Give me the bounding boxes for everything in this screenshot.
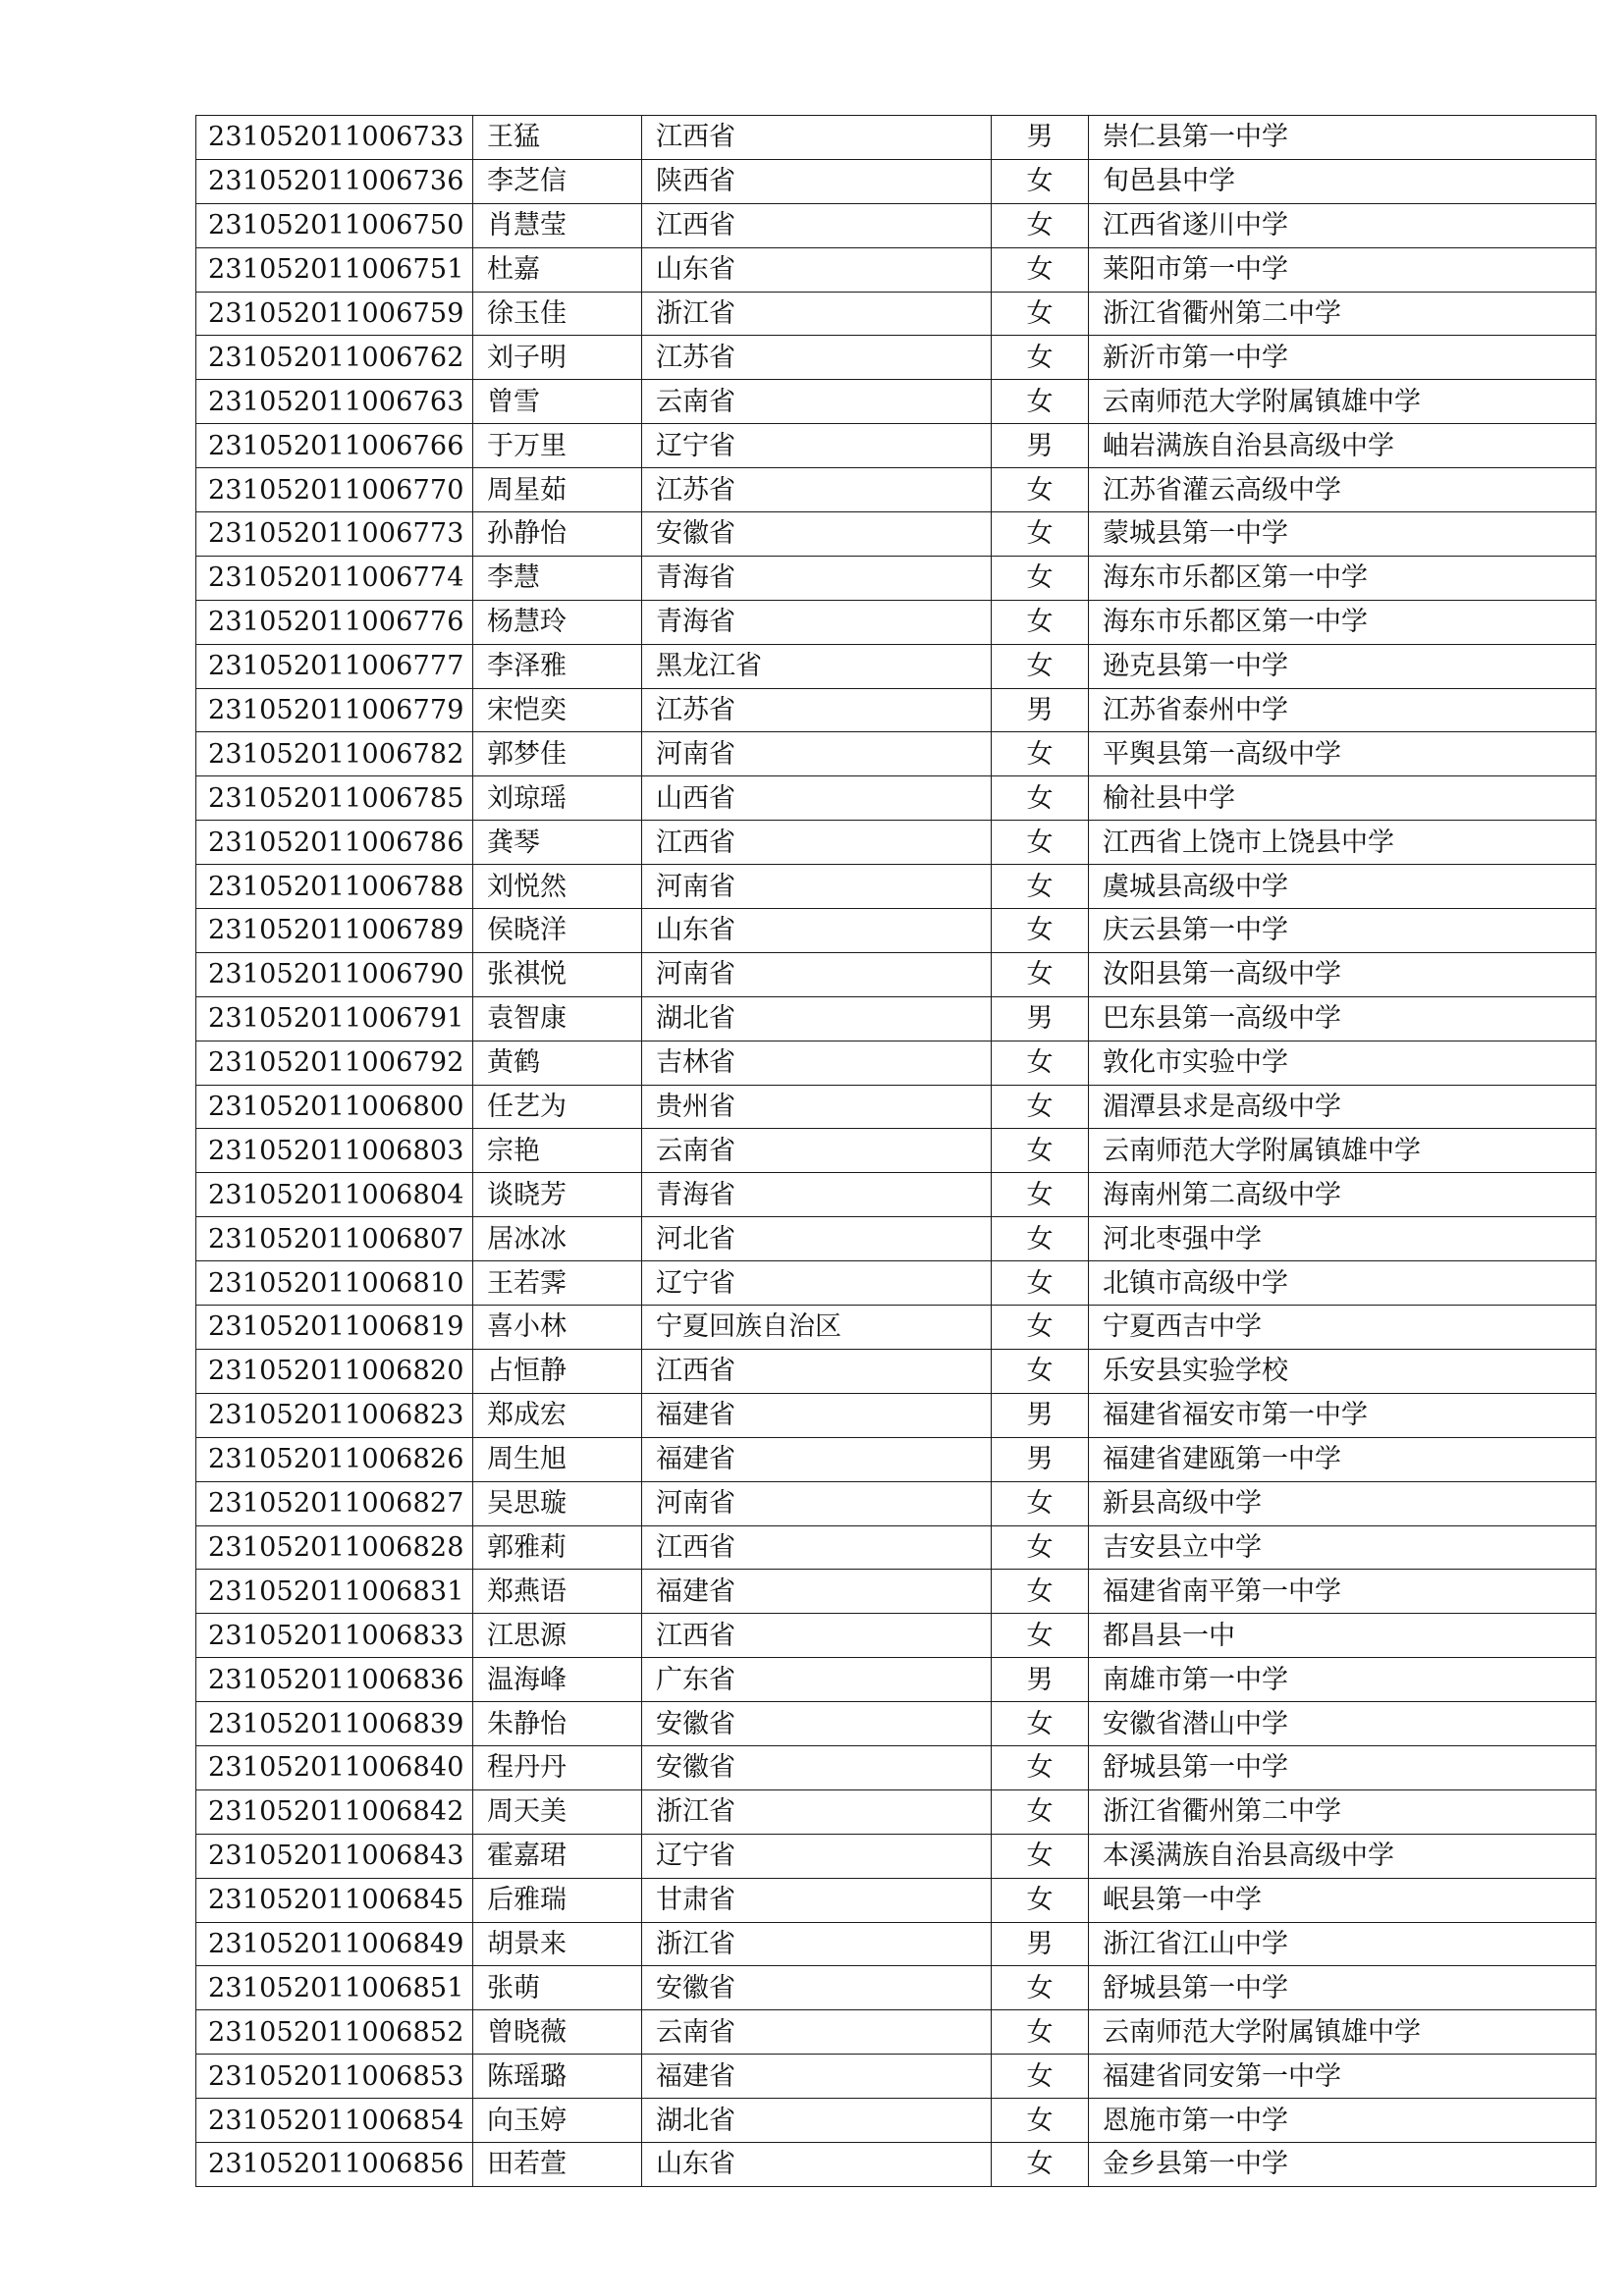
province-cell: 江西省	[642, 1525, 992, 1570]
gender-cell: 女	[992, 1966, 1089, 2010]
name-cell: 郑成宏	[473, 1393, 642, 1437]
candidate-id-cell: 231052011006840	[196, 1745, 473, 1789]
school-cell: 莱阳市第一中学	[1089, 247, 1597, 292]
gender-cell: 女	[992, 1878, 1089, 1922]
candidate-id-cell: 231052011006785	[196, 776, 473, 821]
candidate-id-cell: 231052011006852	[196, 2010, 473, 2055]
school-cell: 恩施市第一中学	[1089, 2099, 1597, 2143]
gender-cell: 女	[992, 2142, 1089, 2186]
gender-cell: 女	[992, 1702, 1089, 1746]
name-cell: 王猛	[473, 116, 642, 160]
candidate-id-cell: 231052011006762	[196, 336, 473, 380]
candidate-id-cell: 231052011006776	[196, 600, 473, 644]
school-cell: 浙江省江山中学	[1089, 1922, 1597, 1966]
name-cell: 袁智康	[473, 996, 642, 1041]
province-cell: 福建省	[642, 2055, 992, 2099]
name-cell: 周生旭	[473, 1437, 642, 1481]
candidate-id-cell: 231052011006800	[196, 1085, 473, 1129]
province-cell: 云南省	[642, 2010, 992, 2055]
gender-cell: 女	[992, 952, 1089, 996]
school-cell: 舒城县第一中学	[1089, 1745, 1597, 1789]
name-cell: 占恒静	[473, 1349, 642, 1393]
name-cell: 李慧	[473, 556, 642, 600]
gender-cell: 女	[992, 644, 1089, 688]
gender-cell: 男	[992, 1393, 1089, 1437]
province-cell: 安徽省	[642, 512, 992, 557]
province-cell: 贵州省	[642, 1085, 992, 1129]
gender-cell: 男	[992, 688, 1089, 732]
gender-cell: 女	[992, 556, 1089, 600]
table-row	[196, 1745, 1597, 1789]
school-cell: 湄潭县求是高级中学	[1089, 1085, 1597, 1129]
gender-cell: 男	[992, 1922, 1089, 1966]
school-cell: 云南师范大学附属镇雄中学	[1089, 2010, 1597, 2055]
school-cell: 北镇市高级中学	[1089, 1261, 1597, 1306]
name-cell: 宋恺奕	[473, 688, 642, 732]
name-cell: 曾雪	[473, 380, 642, 424]
name-cell: 吴思璇	[473, 1481, 642, 1525]
province-cell: 青海省	[642, 1173, 992, 1217]
province-cell: 山东省	[642, 909, 992, 953]
name-cell: 喜小林	[473, 1306, 642, 1350]
table-row	[196, 1966, 1597, 2010]
candidate-id-cell: 231052011006849	[196, 1922, 473, 1966]
school-cell: 新沂市第一中学	[1089, 336, 1597, 380]
name-cell: 刘悦然	[473, 865, 642, 909]
table-row	[196, 1614, 1597, 1658]
gender-cell: 女	[992, 1306, 1089, 1350]
province-cell: 青海省	[642, 600, 992, 644]
gender-cell: 女	[992, 600, 1089, 644]
school-cell: 逊克县第一中学	[1089, 644, 1597, 688]
table-row	[196, 1173, 1597, 1217]
candidate-id-cell: 231052011006791	[196, 996, 473, 1041]
school-cell: 江西省上饶市上饶县中学	[1089, 821, 1597, 865]
table-row	[196, 821, 1597, 865]
gender-cell: 男	[992, 116, 1089, 160]
province-cell: 湖北省	[642, 2099, 992, 2143]
candidate-id-cell: 231052011006843	[196, 1834, 473, 1878]
candidate-id-cell: 231052011006790	[196, 952, 473, 996]
candidate-id-cell: 231052011006856	[196, 2142, 473, 2186]
candidate-id-cell: 231052011006777	[196, 644, 473, 688]
province-cell: 云南省	[642, 380, 992, 424]
table-row	[196, 424, 1597, 468]
name-cell: 宗艳	[473, 1129, 642, 1173]
province-cell: 辽宁省	[642, 1834, 992, 1878]
candidate-id-cell: 231052011006807	[196, 1217, 473, 1261]
table-row	[196, 380, 1597, 424]
province-cell: 江苏省	[642, 468, 992, 512]
gender-cell: 女	[992, 512, 1089, 557]
school-cell: 平舆县第一高级中学	[1089, 732, 1597, 776]
school-cell: 宁夏西吉中学	[1089, 1306, 1597, 1350]
name-cell: 向玉婷	[473, 2099, 642, 2143]
province-cell: 云南省	[642, 1129, 992, 1173]
gender-cell: 女	[992, 1789, 1089, 1834]
gender-cell: 女	[992, 1834, 1089, 1878]
candidate-id-cell: 231052011006831	[196, 1570, 473, 1614]
province-cell: 河南省	[642, 865, 992, 909]
province-cell: 江西省	[642, 203, 992, 247]
province-cell: 安徽省	[642, 1966, 992, 2010]
candidate-id-cell: 231052011006826	[196, 1437, 473, 1481]
gender-cell: 女	[992, 1481, 1089, 1525]
province-cell: 福建省	[642, 1437, 992, 1481]
table-row	[196, 952, 1597, 996]
candidate-id-cell: 231052011006751	[196, 247, 473, 292]
table-row	[196, 1525, 1597, 1570]
province-cell: 广东省	[642, 1658, 992, 1702]
school-cell: 福建省南平第一中学	[1089, 1570, 1597, 1614]
gender-cell: 女	[992, 1261, 1089, 1306]
school-cell: 金乡县第一中学	[1089, 2142, 1597, 2186]
candidate-id-cell: 231052011006733	[196, 116, 473, 160]
school-cell: 安徽省潜山中学	[1089, 1702, 1597, 1746]
name-cell: 黄鹤	[473, 1041, 642, 1085]
school-cell: 福建省建瓯第一中学	[1089, 1437, 1597, 1481]
name-cell: 郭梦佳	[473, 732, 642, 776]
candidate-id-cell: 231052011006759	[196, 292, 473, 336]
name-cell: 后雅瑞	[473, 1878, 642, 1922]
candidate-id-cell: 231052011006842	[196, 1789, 473, 1834]
school-cell: 吉安县立中学	[1089, 1525, 1597, 1570]
candidate-id-cell: 231052011006774	[196, 556, 473, 600]
province-cell: 浙江省	[642, 292, 992, 336]
gender-cell: 女	[992, 1570, 1089, 1614]
gender-cell: 女	[992, 2055, 1089, 2099]
school-cell: 浙江省衢州第二中学	[1089, 292, 1597, 336]
province-cell: 辽宁省	[642, 1261, 992, 1306]
name-cell: 杜嘉	[473, 247, 642, 292]
candidate-id-cell: 231052011006789	[196, 909, 473, 953]
table-row	[196, 336, 1597, 380]
name-cell: 龚琴	[473, 821, 642, 865]
province-cell: 浙江省	[642, 1789, 992, 1834]
gender-cell: 女	[992, 1041, 1089, 1085]
table-row	[196, 247, 1597, 292]
school-cell: 河北枣强中学	[1089, 1217, 1597, 1261]
gender-cell: 女	[992, 2099, 1089, 2143]
gender-cell: 女	[992, 247, 1089, 292]
name-cell: 张祺悦	[473, 952, 642, 996]
table-row	[196, 2010, 1597, 2055]
candidate-id-cell: 231052011006750	[196, 203, 473, 247]
school-cell: 云南师范大学附属镇雄中学	[1089, 1129, 1597, 1173]
school-cell: 海东市乐都区第一中学	[1089, 600, 1597, 644]
province-cell: 山东省	[642, 247, 992, 292]
gender-cell: 男	[992, 424, 1089, 468]
candidate-id-cell: 231052011006854	[196, 2099, 473, 2143]
table-row	[196, 1129, 1597, 1173]
school-cell: 江西省遂川中学	[1089, 203, 1597, 247]
table-row	[196, 1349, 1597, 1393]
school-cell: 庆云县第一中学	[1089, 909, 1597, 953]
candidate-id-cell: 231052011006828	[196, 1525, 473, 1570]
province-cell: 宁夏回族自治区	[642, 1306, 992, 1350]
candidate-id-cell: 231052011006845	[196, 1878, 473, 1922]
province-cell: 江西省	[642, 1349, 992, 1393]
name-cell: 周天美	[473, 1789, 642, 1834]
gender-cell: 女	[992, 1349, 1089, 1393]
gender-cell: 女	[992, 336, 1089, 380]
table-body	[196, 116, 1597, 2187]
name-cell: 居冰冰	[473, 1217, 642, 1261]
school-cell: 江苏省灌云高级中学	[1089, 468, 1597, 512]
table-row	[196, 996, 1597, 1041]
province-cell: 江西省	[642, 1614, 992, 1658]
school-cell: 海南州第二高级中学	[1089, 1173, 1597, 1217]
table-row	[196, 688, 1597, 732]
candidate-id-cell: 231052011006736	[196, 159, 473, 203]
candidate-id-cell: 231052011006788	[196, 865, 473, 909]
school-cell: 江苏省泰州中学	[1089, 688, 1597, 732]
school-cell: 敦化市实验中学	[1089, 1041, 1597, 1085]
candidate-id-cell: 231052011006827	[196, 1481, 473, 1525]
province-cell: 江苏省	[642, 336, 992, 380]
table-row	[196, 2055, 1597, 2099]
name-cell: 杨慧玲	[473, 600, 642, 644]
province-cell: 浙江省	[642, 1922, 992, 1966]
gender-cell: 男	[992, 1658, 1089, 1702]
school-cell: 崇仁县第一中学	[1089, 116, 1597, 160]
table-row	[196, 1570, 1597, 1614]
candidate-id-cell: 231052011006836	[196, 1658, 473, 1702]
school-cell: 巴东县第一高级中学	[1089, 996, 1597, 1041]
gender-cell: 女	[992, 2010, 1089, 2055]
candidate-id-cell: 231052011006833	[196, 1614, 473, 1658]
province-cell: 河南省	[642, 732, 992, 776]
name-cell: 刘琼瑶	[473, 776, 642, 821]
province-cell: 安徽省	[642, 1702, 992, 1746]
table-row	[196, 1702, 1597, 1746]
candidate-id-cell: 231052011006823	[196, 1393, 473, 1437]
province-cell: 福建省	[642, 1570, 992, 1614]
name-cell: 郑燕语	[473, 1570, 642, 1614]
table-row	[196, 909, 1597, 953]
name-cell: 侯晓洋	[473, 909, 642, 953]
name-cell: 温海峰	[473, 1658, 642, 1702]
table-row	[196, 865, 1597, 909]
name-cell: 曾晓薇	[473, 2010, 642, 2055]
table-row	[196, 292, 1597, 336]
gender-cell: 女	[992, 821, 1089, 865]
candidate-id-cell: 231052011006839	[196, 1702, 473, 1746]
name-cell: 陈瑶璐	[473, 2055, 642, 2099]
name-cell: 江思源	[473, 1614, 642, 1658]
name-cell: 刘子明	[473, 336, 642, 380]
table-row	[196, 1789, 1597, 1834]
province-cell: 河南省	[642, 1481, 992, 1525]
table-row	[196, 1393, 1597, 1437]
school-cell: 舒城县第一中学	[1089, 1966, 1597, 2010]
name-cell: 王若霁	[473, 1261, 642, 1306]
name-cell: 霍嘉珺	[473, 1834, 642, 1878]
table-row	[196, 1217, 1597, 1261]
table-row	[196, 556, 1597, 600]
school-cell: 旬邑县中学	[1089, 159, 1597, 203]
gender-cell: 女	[992, 1129, 1089, 1173]
province-cell: 辽宁省	[642, 424, 992, 468]
table-row	[196, 1922, 1597, 1966]
gender-cell: 女	[992, 159, 1089, 203]
province-cell: 青海省	[642, 556, 992, 600]
name-cell: 李芝信	[473, 159, 642, 203]
province-cell: 山东省	[642, 2142, 992, 2186]
gender-cell: 女	[992, 1745, 1089, 1789]
table-row	[196, 1481, 1597, 1525]
table-row	[196, 159, 1597, 203]
school-cell: 浙江省衢州第二中学	[1089, 1789, 1597, 1834]
province-cell: 吉林省	[642, 1041, 992, 1085]
gender-cell: 女	[992, 1525, 1089, 1570]
name-cell: 谈晓芳	[473, 1173, 642, 1217]
name-cell: 李泽雅	[473, 644, 642, 688]
table-row	[196, 203, 1597, 247]
candidate-id-cell: 231052011006819	[196, 1306, 473, 1350]
province-cell: 江西省	[642, 116, 992, 160]
table-row	[196, 1041, 1597, 1085]
gender-cell: 女	[992, 1614, 1089, 1658]
name-cell: 肖慧莹	[473, 203, 642, 247]
table-row	[196, 1658, 1597, 1702]
name-cell: 任艺为	[473, 1085, 642, 1129]
candidate-id-cell: 231052011006779	[196, 688, 473, 732]
province-cell: 甘肃省	[642, 1878, 992, 1922]
gender-cell: 女	[992, 865, 1089, 909]
province-cell: 江西省	[642, 821, 992, 865]
name-cell: 徐玉佳	[473, 292, 642, 336]
candidate-id-cell: 231052011006773	[196, 512, 473, 557]
school-cell: 榆社县中学	[1089, 776, 1597, 821]
table-row	[196, 1085, 1597, 1129]
candidate-id-cell: 231052011006792	[196, 1041, 473, 1085]
gender-cell: 女	[992, 909, 1089, 953]
candidate-id-cell: 231052011006804	[196, 1173, 473, 1217]
admission-list-table	[195, 115, 1597, 2187]
province-cell: 黑龙江省	[642, 644, 992, 688]
name-cell: 张萌	[473, 1966, 642, 2010]
province-cell: 河南省	[642, 952, 992, 996]
province-cell: 安徽省	[642, 1745, 992, 1789]
name-cell: 孙静怡	[473, 512, 642, 557]
table-row	[196, 1261, 1597, 1306]
gender-cell: 女	[992, 1085, 1089, 1129]
school-cell: 汝阳县第一高级中学	[1089, 952, 1597, 996]
name-cell: 田若萱	[473, 2142, 642, 2186]
name-cell: 朱静怡	[473, 1702, 642, 1746]
school-cell: 南雄市第一中学	[1089, 1658, 1597, 1702]
table-row	[196, 468, 1597, 512]
name-cell: 于万里	[473, 424, 642, 468]
table-row	[196, 644, 1597, 688]
school-cell: 乐安县实验学校	[1089, 1349, 1597, 1393]
table-row	[196, 1878, 1597, 1922]
school-cell: 海东市乐都区第一中学	[1089, 556, 1597, 600]
school-cell: 虞城县高级中学	[1089, 865, 1597, 909]
name-cell: 郭雅莉	[473, 1525, 642, 1570]
gender-cell: 女	[992, 732, 1089, 776]
candidate-id-cell: 231052011006810	[196, 1261, 473, 1306]
gender-cell: 女	[992, 1173, 1089, 1217]
gender-cell: 女	[992, 1217, 1089, 1261]
gender-cell: 男	[992, 996, 1089, 1041]
name-cell: 胡景来	[473, 1922, 642, 1966]
school-cell: 福建省同安第一中学	[1089, 2055, 1597, 2099]
province-cell: 陕西省	[642, 159, 992, 203]
school-cell: 岷县第一中学	[1089, 1878, 1597, 1922]
gender-cell: 女	[992, 468, 1089, 512]
candidate-id-cell: 231052011006782	[196, 732, 473, 776]
table-row	[196, 1834, 1597, 1878]
province-cell: 山西省	[642, 776, 992, 821]
table-row	[196, 1437, 1597, 1481]
candidate-id-cell: 231052011006803	[196, 1129, 473, 1173]
table-row	[196, 776, 1597, 821]
candidate-id-cell: 231052011006820	[196, 1349, 473, 1393]
candidate-id-cell: 231052011006853	[196, 2055, 473, 2099]
school-cell: 都昌县一中	[1089, 1614, 1597, 1658]
gender-cell: 女	[992, 380, 1089, 424]
gender-cell: 女	[992, 203, 1089, 247]
school-cell: 新县高级中学	[1089, 1481, 1597, 1525]
table-row	[196, 116, 1597, 160]
candidate-id-cell: 231052011006766	[196, 424, 473, 468]
school-cell: 福建省福安市第一中学	[1089, 1393, 1597, 1437]
school-cell: 云南师范大学附属镇雄中学	[1089, 380, 1597, 424]
table-row	[196, 512, 1597, 557]
table-row	[196, 2142, 1597, 2186]
school-cell: 本溪满族自治县高级中学	[1089, 1834, 1597, 1878]
province-cell: 湖北省	[642, 996, 992, 1041]
name-cell: 程丹丹	[473, 1745, 642, 1789]
candidate-id-cell: 231052011006770	[196, 468, 473, 512]
school-cell: 岫岩满族自治县高级中学	[1089, 424, 1597, 468]
province-cell: 河北省	[642, 1217, 992, 1261]
gender-cell: 女	[992, 292, 1089, 336]
gender-cell: 男	[992, 1437, 1089, 1481]
school-cell: 蒙城县第一中学	[1089, 512, 1597, 557]
gender-cell: 女	[992, 776, 1089, 821]
province-cell: 江苏省	[642, 688, 992, 732]
candidate-id-cell: 231052011006786	[196, 821, 473, 865]
name-cell: 周星茹	[473, 468, 642, 512]
table-row	[196, 732, 1597, 776]
table-row	[196, 600, 1597, 644]
candidate-id-cell: 231052011006763	[196, 380, 473, 424]
table-row	[196, 1306, 1597, 1350]
candidate-id-cell: 231052011006851	[196, 1966, 473, 2010]
table-row	[196, 2099, 1597, 2143]
province-cell: 福建省	[642, 1393, 992, 1437]
